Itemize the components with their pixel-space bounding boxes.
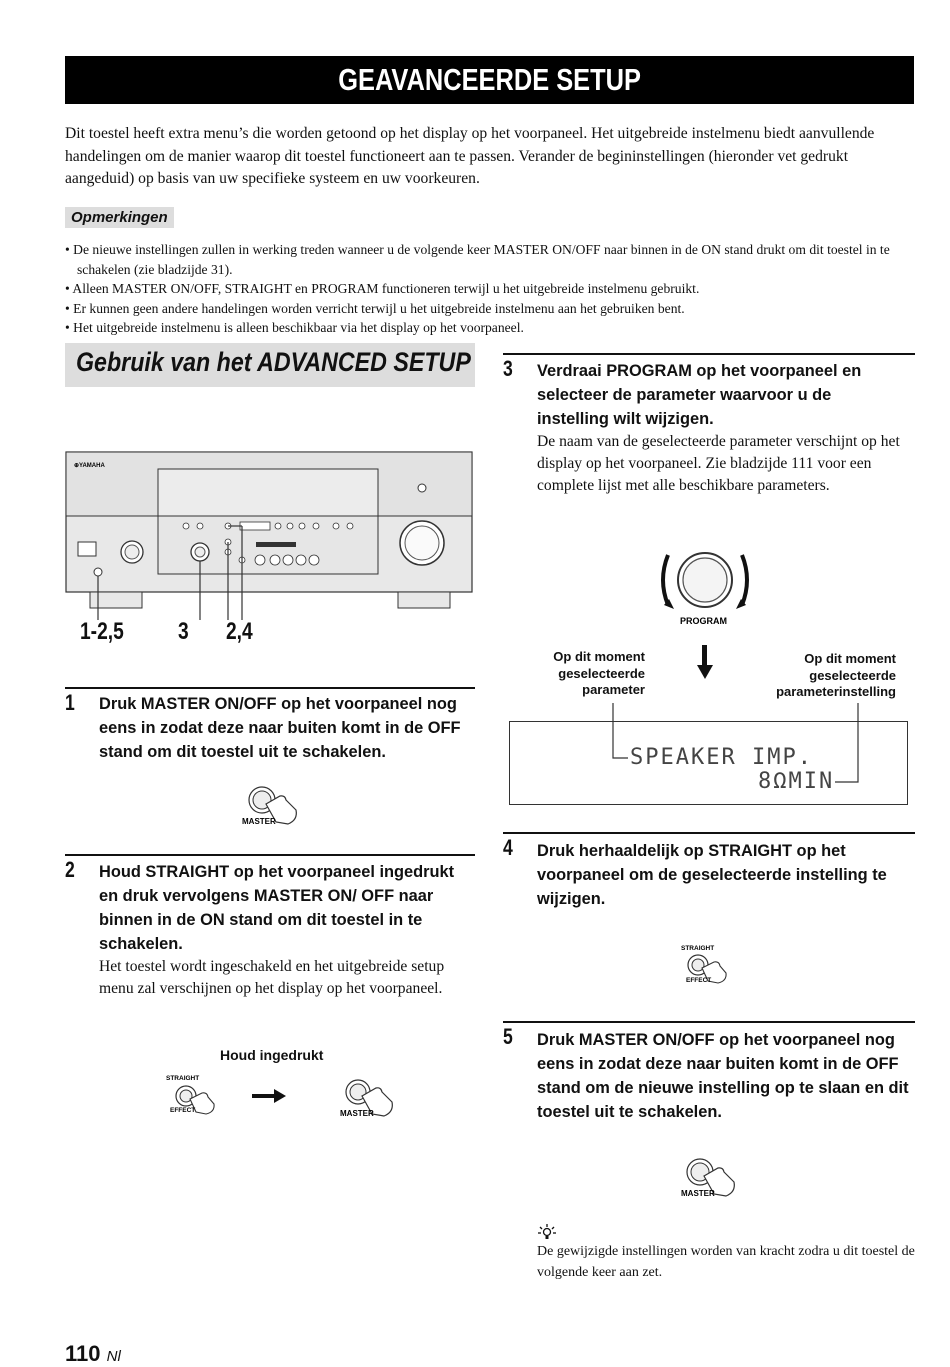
hold-label: Houd ingedrukt [220,1047,324,1063]
step-number: 5 [503,1024,513,1049]
step-divider [65,687,475,689]
svg-text:PROGRAM: PROGRAM [680,616,727,626]
note-item: • Het uitgebreide instelmenu is alleen beschikbaar via het display op het voorpaneel. [65,318,915,338]
step-number: 3 [503,356,513,381]
note-item: • Er kunnen geen andere handelingen worden verricht terwijl u het uitgebreide instelmenu aan het gebruiken bent. [65,299,915,319]
step-number: 1 [65,690,75,715]
page-number-value: 110 [65,1341,101,1366]
master-button-icon [678,1152,740,1202]
straight-button-icon [676,942,738,988]
step-2-body: Het toestel wordt ingeschakeld en het uitgebreide setup menu zal verschijnen op het display op het voorpaneel. [99,958,445,997]
step-divider [503,832,915,834]
receiver-front-panel-illustration [60,446,480,646]
tip-text: De gewijzigde instellingen worden van kracht zodra u dit toestel de volgende keer aan zet. [537,1244,915,1280]
lightbulb-tip-icon [537,1224,557,1240]
step-2-instruction: Houd STRAIGHT op het voorpaneel ingedrukt en druk vervolgens MASTER ON/ OFF naar binnen in de ON stand om dit toestel in te schakelen. [99,863,455,953]
step-divider [65,854,475,856]
page-number [65,1341,121,1367]
step-3-body: De naam van de geselecteerde parameter verschijnt op het display op het voorpaneel. Zie bladzijde 111 voor een complete lijst met alle beschikbare parameters. [537,433,900,494]
svg-text:EFFECT: EFFECT [170,1107,196,1114]
callout-1-2-5: 1-2,5 [80,618,124,645]
svg-text:STRAIGHT: STRAIGHT [166,1075,200,1082]
step-5-instruction: Druk MASTER ON/OFF op het voorpaneel nog eens in zodat deze naar buiten komt in de OFF stand om de nieuwe instelling op te slaan en dit toestel uit te schakelen. [537,1031,909,1121]
section-title: Gebruik van het ADVANCED SETUP [76,347,471,377]
program-knob-illustration [650,543,760,653]
page-title: GEAVANCEERDE SETUP [338,62,641,97]
step-3-instruction: Verdraai PROGRAM op het voorpaneel en selecteer de parameter waarvoor u de instelling wilt wijzigen. [537,362,862,428]
step-divider [503,1021,915,1023]
straight-then-master-illustration [160,1072,420,1122]
step-number: 4 [503,835,513,860]
display-line-value: 8ΩMIN [758,769,835,794]
page-title-bar [65,56,914,104]
svg-text:MASTER: MASTER [681,1189,715,1198]
master-button-icon [240,780,302,830]
notes-label: Opmerkingen [65,207,174,228]
step-1-instruction: Druk MASTER ON/OFF op het voorpaneel nog eens in zodat deze naar buiten komt in de OFF stand om dit toestel uit te schakelen. [99,695,461,761]
svg-text:MASTER: MASTER [340,1109,374,1118]
current-parameter-label: Op dit moment geselecteerde parameter [553,649,645,697]
step-4-instruction: Druk herhaaldelijk op STRAIGHT op het voorpaneel om de geselecteerde instelling te wijzigen. [537,842,887,908]
svg-text:MASTER: MASTER [242,817,276,826]
display-line-parameter: SPEAKER IMP. [630,745,813,770]
brand-logo: ⊕YAMAHA [74,463,105,469]
callout-2-4: 2,4 [226,618,253,645]
svg-text:STRAIGHT: STRAIGHT [681,945,715,952]
notes-list [65,240,915,338]
note-item: • De nieuwe instellingen zullen in werking treden wanneer u de volgende keer MASTER ON/OFF naar binnen in de ON stand drukt om dit toestel in te schakelen (zie bladzijde 31). [65,240,915,279]
note-item: • Alleen MASTER ON/OFF, STRAIGHT en PROGRAM functioneren terwijl u het uitgebreide instelmenu gebruikt. [65,279,915,299]
svg-text:EFFECT: EFFECT [686,977,712,984]
callout-3: 3 [178,618,189,645]
current-setting-label: Op dit moment geselecteerde parameterinstelling [776,651,896,699]
page-language: Nl [106,1348,121,1365]
step-number: 2 [65,857,75,882]
intro-paragraph: Dit toestel heeft extra menu’s die worden getoond op het display op het voorpaneel. Het uitgebreide instelmenu biedt aanvullende handelingen om de manier waarop dit toestel functioneert aan te passen. Verander de begininstellingen (hieronder vet gedrukt aangeduid) op basis van uw specifieke systeem en uw voorkeuren. [65,125,875,187]
step-divider [503,353,915,355]
down-arrow-icon [695,645,715,681]
